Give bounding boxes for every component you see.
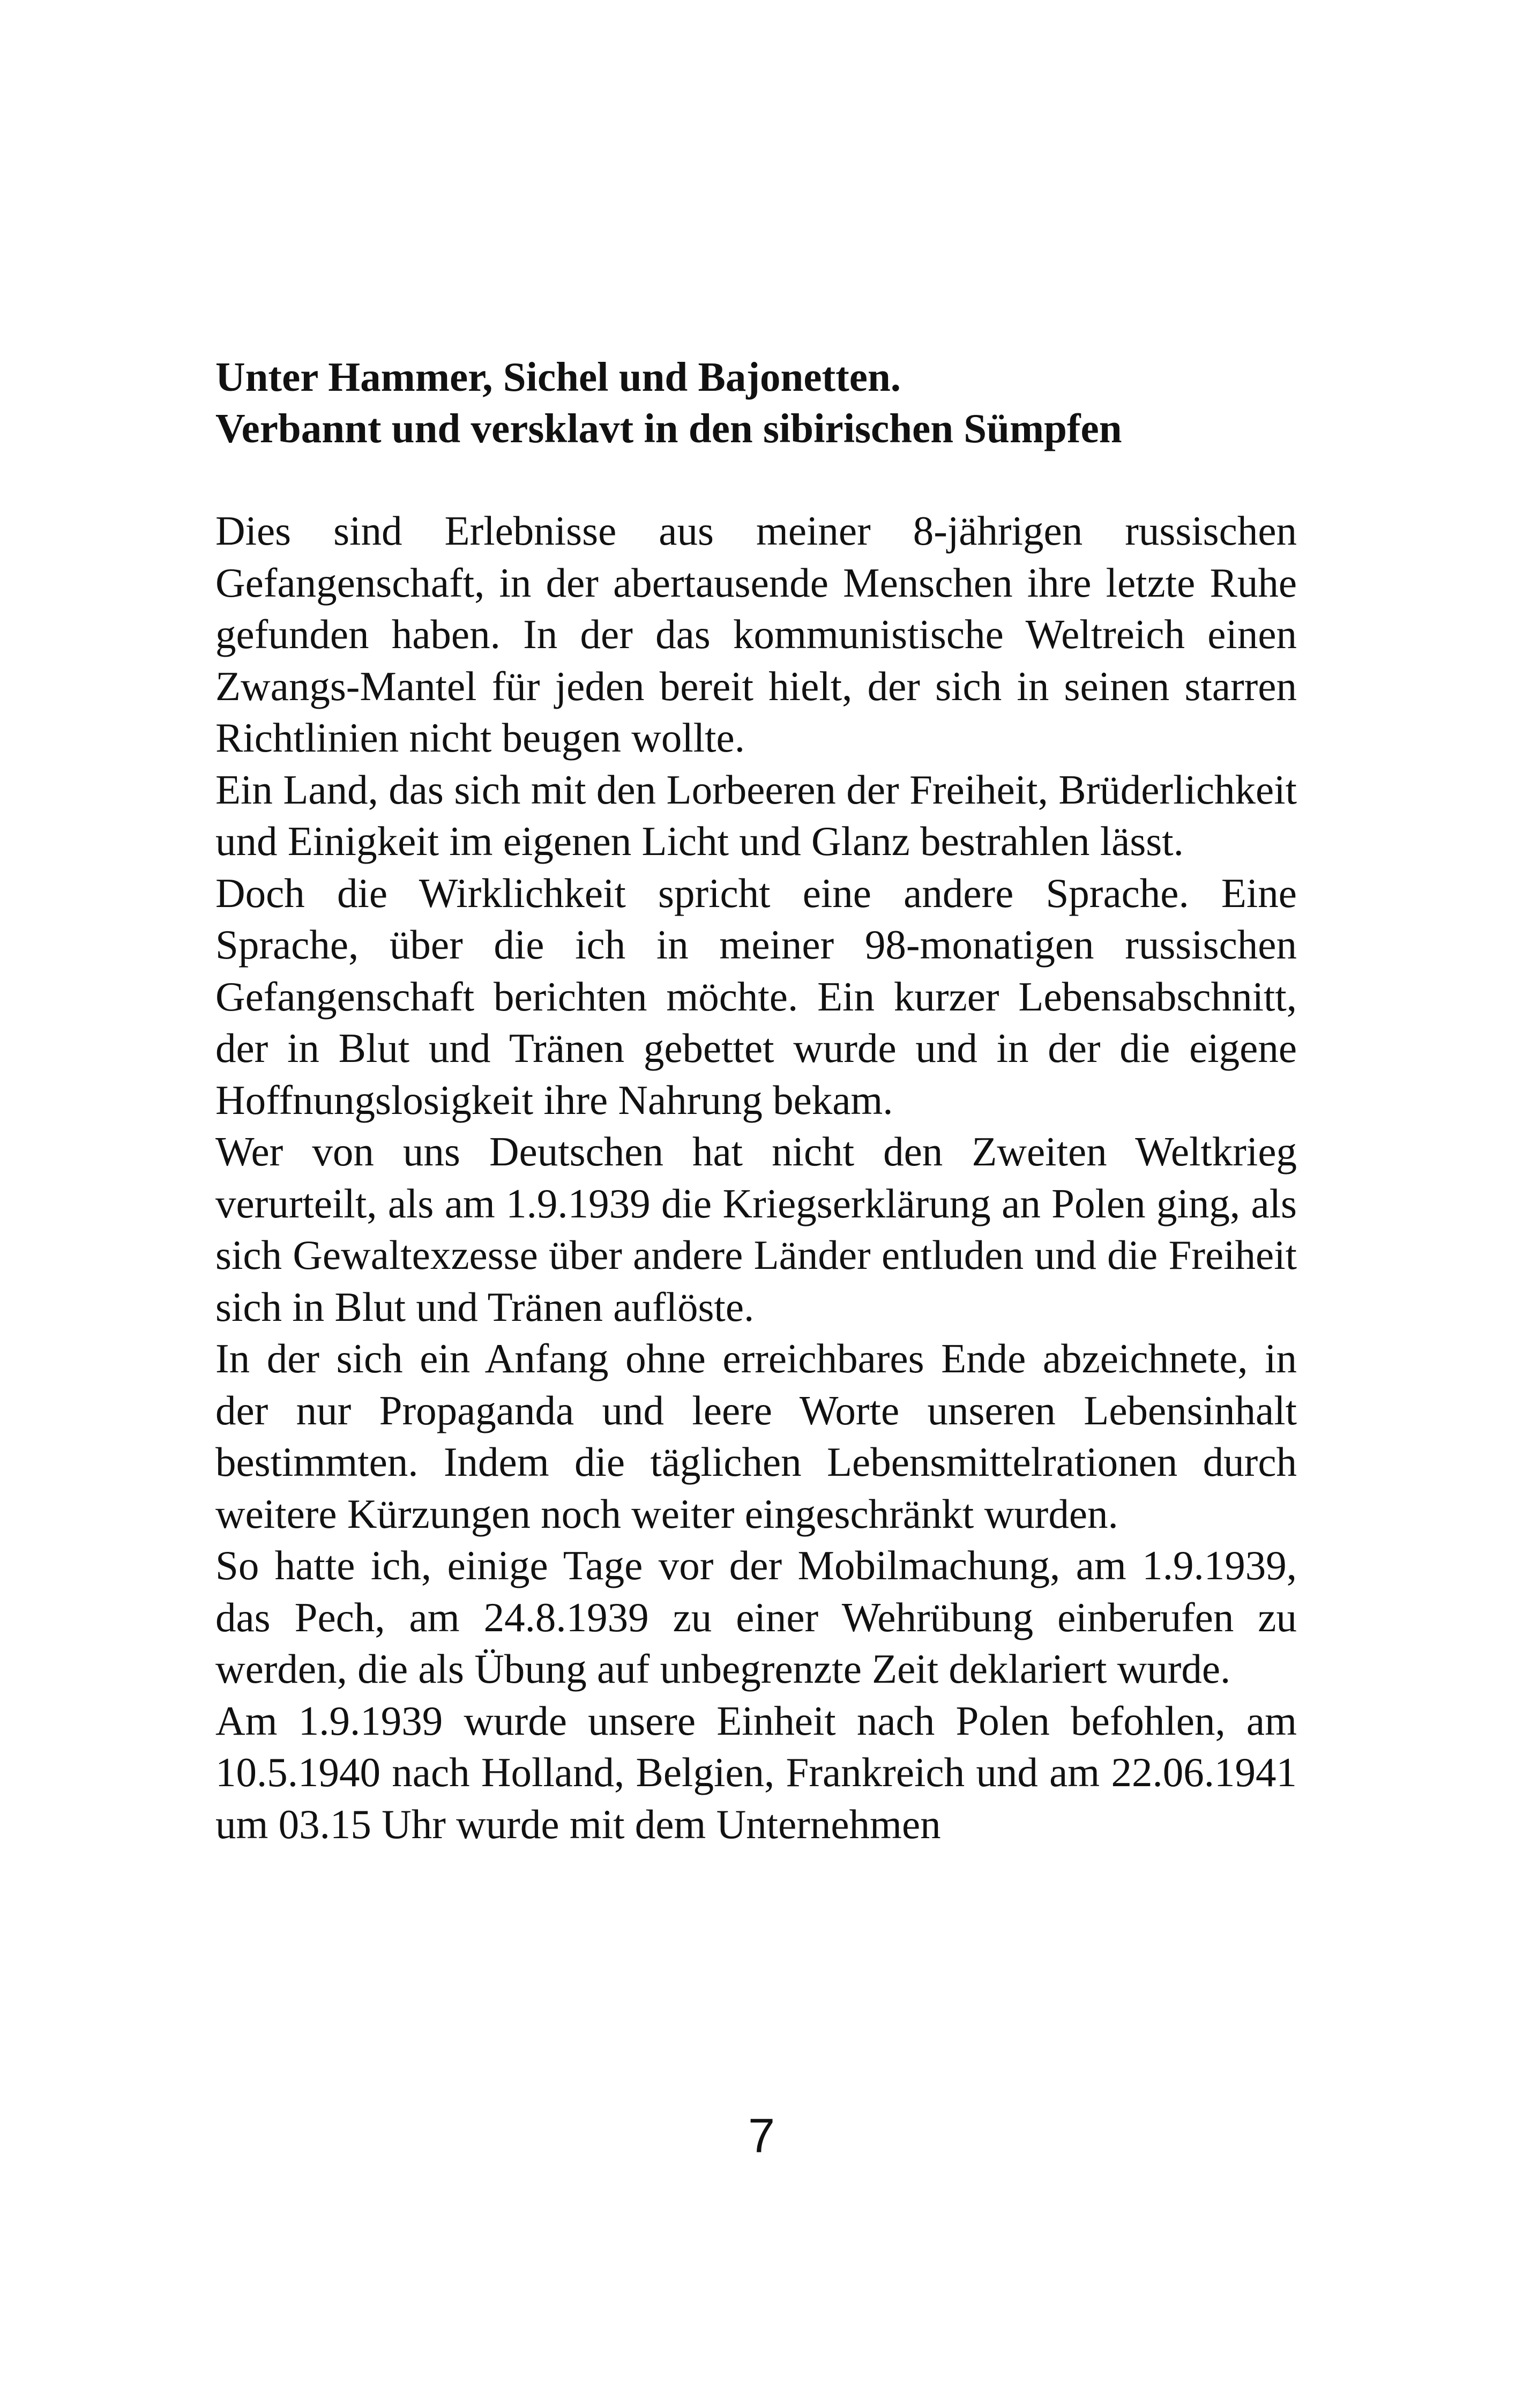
chapter-subtitle: Verbannt und versklavt in den sibirischen Sümpfen xyxy=(215,405,1122,451)
paragraph: So hatte ich, einige Tage vor der Mobilmachung, am 1.9.1939, das Pech, am 24.8.1939 zu einer Wehrübung einberufen zu werden, die als Übung auf unbegrenzte Zeit deklariert wurde. xyxy=(215,1542,1297,1692)
chapter-title: Unter Hammer, Sichel und Bajonetten. xyxy=(215,354,901,400)
chapter-heading xyxy=(215,351,1297,454)
paragraph: Wer von uns Deutschen hat nicht den Zweiten Weltkrieg verurteilt, als am 1.9.1939 die Kriegserklärung an Polen ging, als sich Gewaltexzesse über andere Länder entluden und die Freiheit sich in Blut und Tränen auflöste. xyxy=(215,1128,1297,1330)
paragraph: Am 1.9.1939 wurde unsere Einheit nach Polen befohlen, am 10.5.1940 nach Holland, Belgien, Frankreich und am 22.06.1941 um 03.15 Uhr wurde mit dem Unternehmen xyxy=(215,1697,1297,1847)
page-number: 7 xyxy=(748,2109,775,2163)
page-text-block xyxy=(215,351,1297,1850)
paragraph: Doch die Wirklichkeit spricht eine andere Sprache. Eine Sprache, über die ich in meiner 98-monatigen russischen Gefangenschaft berichten möchte. Ein kurzer Lebensabschnitt, der in Blut und Tränen gebettet wurde und in der die eigene Hoffnungslosigkeit ihre Nahrung bekam. xyxy=(215,869,1297,1123)
paragraph: In der sich ein Anfang ohne erreichbares Ende abzeichnete, in der nur Propaganda und leere Worte unseren Lebensinhalt bestimmten. Indem die täglichen Lebensmittelrationen durch weitere Kürzungen noch weiter eingeschränkt wurden. xyxy=(215,1335,1297,1537)
paragraph: Ein Land, das sich mit den Lorbeeren der Freiheit, Brüderlichkeit und Einigkeit im eigenen Licht und Glanz bestrahlen lässt. xyxy=(215,766,1297,864)
paragraph: Dies sind Erlebnisse aus meiner 8-jährigen russischen Gefangenschaft, in der abertausende Menschen ihre letzte Ruhe gefunden haben. In der das kommunistische Weltreich einen Zwangs-Mantel für jeden bereit hielt, der sich in seinen starren Richtlinien nicht beugen wollte. xyxy=(215,508,1297,761)
